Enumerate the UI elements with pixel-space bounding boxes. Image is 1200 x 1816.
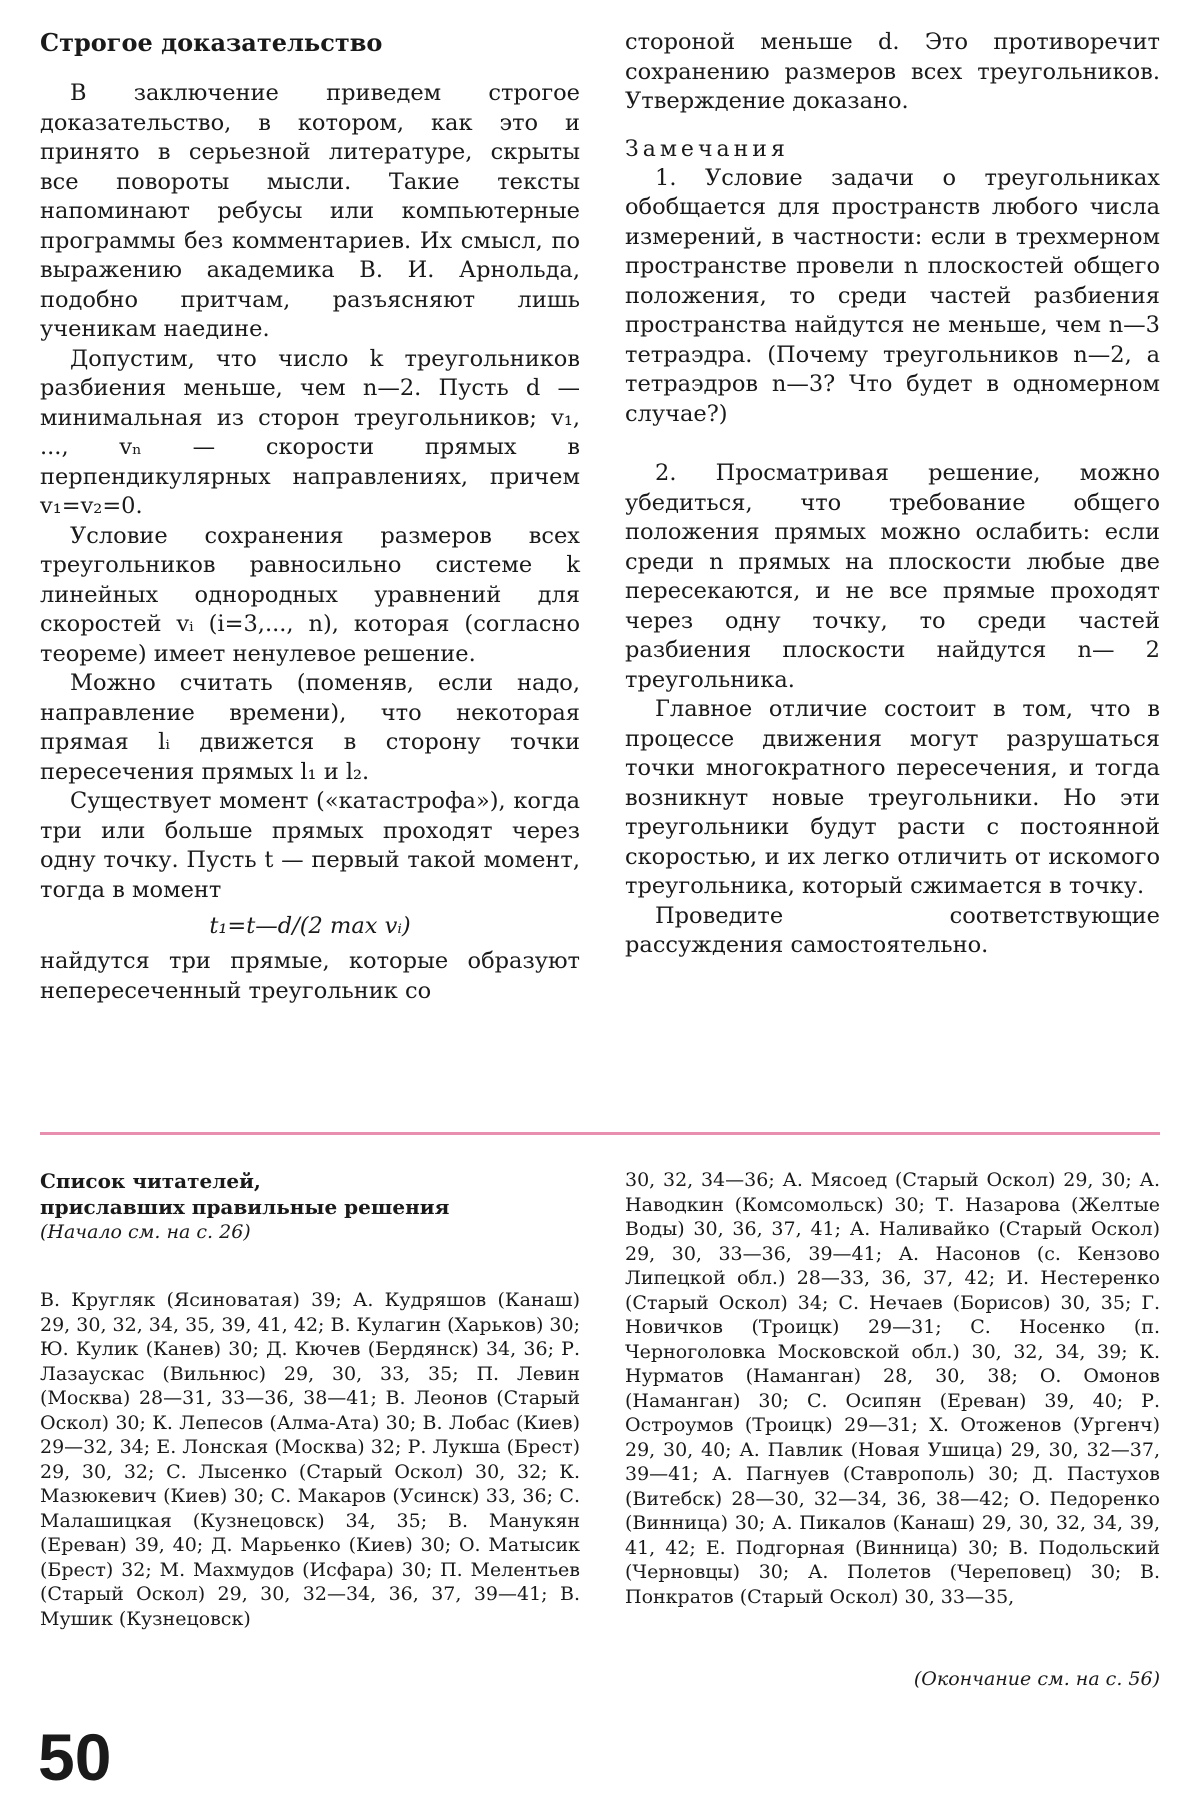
remark-2-continued: Главное отличие состоит в том, что в процессе движения могут разрушаться точки многократного пересечения, и тогда возникнут новые треугольники. Но эти треугольники будут расти с постоянной скоростью, и их легко отличить от искомого треугольника, который сжимается в точку. <box>625 696 1160 899</box>
section-divider <box>40 1132 1160 1135</box>
readers-list-left: В. Кругляк (Ясиноватая) 39; А. Кудряшов (Канаш) 29, 30, 32, 34, 35, 39, 41, 42; В. Кулагин (Харьков) 30; Ю. Кулик (Канев) 30; Д. Кючев (Бердянск) 34, 36; Р. Лазаускас (Вильнюс) 29, 30, 33, 35; П. Левин (Москва) 28—31, 33—36, 38—41; В. Леонов (Старый Оскол) 30; К. Лепесов (Алма-Ата) 30; В. Лобас (Киев) 29—32, 34; Е. Лонская (Москва) 32; Р. Лукша (Брест) 29, 30, 32; С. Лысенко (Старый Оскол) 30, 32; К. Мазюкевич (Киев) 30; С. Макаров (Усинск) 33, 36; С. Малашицкая (Кузнецовск) 34, 35; В. Манукян (Ереван) 39, 40; Д. Марьенко (Киев) 30; О. Матысик (Брест) 32; М. Махмудов (Исфара) 30; П. Мелентьев (Старый Оскол) 29, 30, 32—34, 36, 37, 39—41; В. Мушик (Кузнецовск) <box>40 1289 580 1630</box>
right-article-column <box>625 28 1160 961</box>
paragraph-intro: В заключение приведем строгое доказательство, в котором, как это и принято в серьезной литературе, скрыты все повороты мысли. Такие тексты напоминают ребусы или компьютерные программы без комментариев. Их смысл, по выражению академика В. И. Арнольда, подобно притчам, разъясняют лишь ученикам наедине. <box>40 80 580 342</box>
readers-title-1: Список читателей, <box>40 1169 261 1193</box>
paragraph-after-formula: найдутся три прямые, которые образуют непересеченный треугольник со <box>40 948 580 1004</box>
article-heading: Строгое доказательство <box>40 28 383 57</box>
remark-2: 2. Просматривая решение, можно убедиться, что требование общего положения прямых можно ослабить: если среди n прямых на плоскости любые две пересекаются, и не все прямые проходят через одну точку, то среди частей разбиения плоскости найдутся n— 2 треугольника. <box>625 460 1160 693</box>
left-article-column <box>40 28 580 1006</box>
readers-right-column <box>625 1168 1160 1609</box>
paragraph-assume: Допустим, что число k треугольников разбиения меньше, чем n—2. Пусть d — минимальная из сторон треугольников; v₁, ..., vₙ — скорости прямых в перпендикулярных направлениях, причем v₁=v₂=0. <box>40 345 580 519</box>
continuation-note: (Окончание см. на с. 56) <box>913 1668 1160 1690</box>
readers-title-2: приславших правильные решения <box>40 1195 450 1219</box>
paragraph-catastrophe: Существует момент («катастрофа»), когда три или больше прямых проходят через одну точку. Пусть t — первый такой момент, тогда в момент <box>40 788 580 903</box>
paragraph-condition: Условие сохранения размеров всех треугольников равносильно системе k линейных однородных уравнений для скоростей vᵢ (i=3,..., n), которая (согласно теореме) имеет ненулевое решение. <box>40 522 580 667</box>
paragraph-direction: Можно считать (поменяв, если надо, направление времени), что некоторая прямая lᵢ движется в сторону точки пересечения прямых l₁ и l₂. <box>40 670 580 785</box>
readers-list-right: 30, 32, 34—36; А. Мясоед (Старый Оскол) 29, 30; А. Наводкин (Комсомольск) 30; Т. Назарова (Желтые Воды) 30, 36, 37, 41; А. Наливайко (Старый Оскол) 29, 30, 33—36, 39—41; А. Насонов (с. Кензово Липецкой обл.) 28—33, 36, 37, 42; И. Нестеренко (Старый Оскол) 34; С. Нечаев (Борисов) 30, 35; Г. Новичков (Троицк) 29—31; С. Носенко (п. Черноголовка Московской обл.) 30, 32, 34, 39; К. Нурматов (Наманган) 28, 30, 38; О. Омонов (Наманган) 30; С. Осипян (Ереван) 39, 40; Р. Остроумов (Троицк) 29—31; Х. Отоженов (Ургенч) 29, 30, 40; А. Павлик (Новая Ушица) 29, 30, 32—37, 39—41; А. Пагнуев (Ставрополь) 30; Д. Пастухов (Витебск) 28—30, 32—34, 36, 38—42; О. Педоренко (Винница) 30; А. Пикалов (Канаш) 29, 30, 32, 34, 39, 41, 42; Е. Подгорная (Винница) 30; В. Подольский (Черновцы) 30; А. Полетов (Череповец) 30; В. Понкратов (Старый Оскол) 30, 33—35, <box>625 1169 1160 1608</box>
page-number: 50 <box>38 1720 112 1794</box>
paragraph-continuation: стороной меньше d. Это противоречит сохранению размеров всех треугольников. Утверждение доказано. <box>625 29 1160 114</box>
readers-left-column <box>40 1168 580 1631</box>
remark-1: 1. Условие задачи о треугольниках обобщается для пространств любого числа измерений, в частности: если в трехмерном пространстве провели n плоскостей общего положения, то среди частей разбиения пространства найдутся не меньше, чем n—3 тетраэдра. (Почему треугольников n—2, а тетраэдров n—3? Что будет в одномерном случае?) <box>625 164 1160 427</box>
readers-subtitle: (Начало см. на с. 26) <box>40 1221 251 1243</box>
remarks-heading: Замечания <box>625 136 789 162</box>
formula: t₁=t—d/(2 max vᵢ) <box>209 913 411 939</box>
closing-paragraph: Проведите соответствующие рассуждения самостоятельно. <box>625 902 1160 958</box>
